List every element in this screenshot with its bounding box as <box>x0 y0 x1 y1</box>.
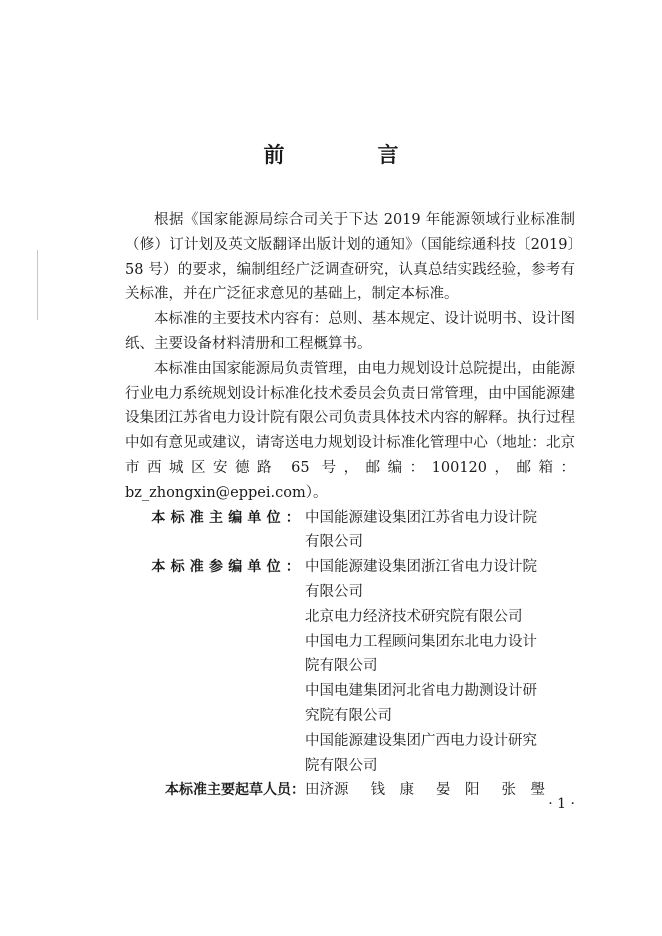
participating-unit-line: 中国能源建设集团广西电力设计研究 <box>305 732 537 749</box>
participating-unit-line: 北京电力经济技术研究院有限公司 <box>305 608 523 625</box>
chief-editor-values <box>305 506 575 556</box>
participating-unit-line: 院有限公司 <box>305 658 378 675</box>
participating-units-row <box>125 555 575 778</box>
drafter-name: 钱 康 <box>370 782 414 799</box>
scan-edge-line <box>37 250 38 320</box>
document-body <box>125 208 575 803</box>
participating-unit-line: 中国电力工程顾问集团东北电力设计 <box>305 633 537 650</box>
chief-editor-label: 本标准主编单位： <box>151 509 305 526</box>
drafter-name: 张 璺 <box>501 782 545 799</box>
chief-editor-line: 中国能源建设集团江苏省电力设计院 <box>305 509 537 526</box>
paragraph-basis: 根据《国家能源局综合司关于下达 2019 年能源领域行业标准制（修）订计划及英文版翻译出版计划的通知》（国能综通科技〔2019〕58 号）的要求，编制组经广泛调查研究，认真总结实践经验，参考有关标准，并在广泛征求意见的基础上，制定本标准。 <box>125 212 575 303</box>
participating-units-values <box>305 555 575 778</box>
participating-unit-line: 中国能源建设集团浙江省电力设计院 <box>305 559 537 576</box>
participating-unit-line: 中国电建集团河北省电力勘测设计研 <box>305 683 537 700</box>
page-title: 前 言 <box>263 143 435 167</box>
drafter-name: 田济源 <box>305 782 349 799</box>
chief-editor-row <box>125 506 575 556</box>
drafters-label: 本标准主要起草人员： <box>165 782 305 799</box>
participating-unit-line: 有限公司 <box>305 583 363 600</box>
paragraph-management: 本标准由国家能源局负责管理，由电力规划设计总院提出，由能源行业电力系统规划设计标准化技术委员会负责日常管理，由中国能源建设集团江苏省电力设计院有限公司负责具体技术内容的解释。执行过程中如有意见或建议，请寄送电力规划设计标准化管理中心（地址：北京市西城区安德路 65 号，邮编：100120，邮箱：bz_zhongxin@eppei.com）。 <box>125 360 575 501</box>
drafter-name: 晏 阳 <box>436 782 480 799</box>
participating-units-label: 本标准参编单位： <box>151 559 305 576</box>
participating-unit-line: 院有限公司 <box>305 757 378 774</box>
participating-unit-line: 究院有限公司 <box>305 707 392 724</box>
paragraph-content: 本标准的主要技术内容有：总则、基本规定、设计说明书、设计图纸、主要设备材料清册和工程概算书。 <box>125 311 575 352</box>
page-number: · 1 · <box>548 796 575 812</box>
chief-editor-line: 有限公司 <box>305 534 363 551</box>
